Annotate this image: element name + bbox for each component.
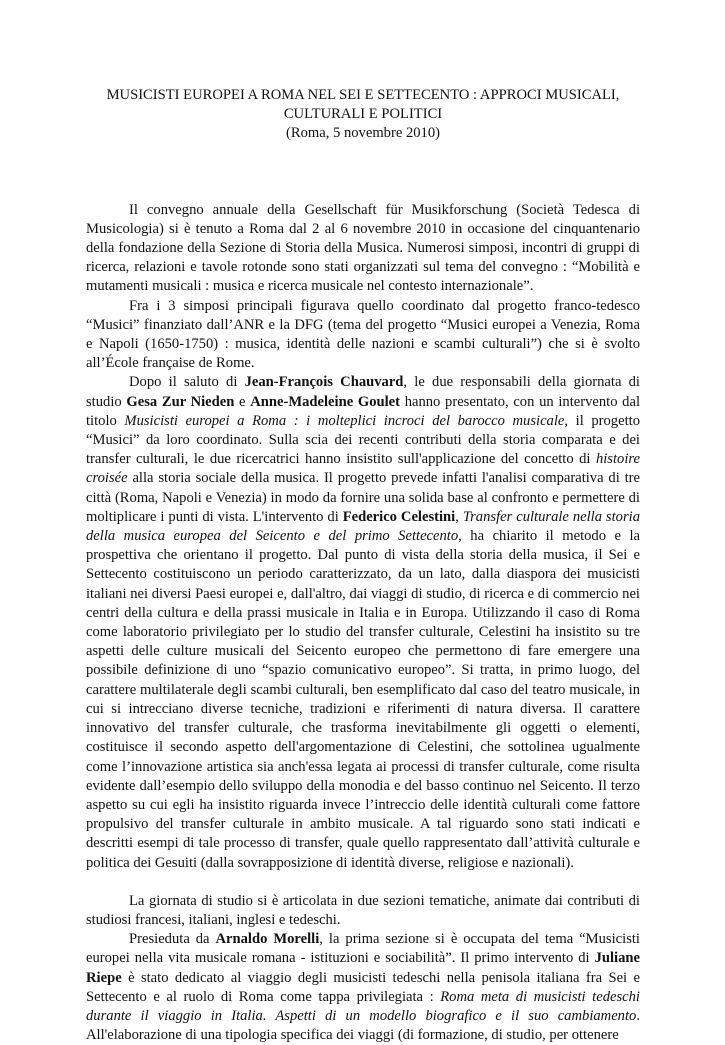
paragraph-simposi: Fra i 3 simposi principali figurava quello coordinato dal progetto franco-tedesco “Musici” finanziato dall’ANR e la DFG (tema del progetto “Musici europei a Venezia, Roma e Napoli (1650-1750) : musica, identità delle nazioni e scambi culturali”) che si è svolto all’École française de Rome.	[86, 297, 640, 372]
paragraph-progetto-musici: Dopo il saluto di Jean-François Chauvard, le due responsabili della giornata di studio Gesa Zur Nieden e Anne-Madeleine Goulet hanno presentato, con un intervento dal titolo Musicisti europei a Roma : i molteplici incroci del barocco musicale, il progetto “Musici” da loro coordinato. Sulla scia dei recenti contributi della storia comparata e dei transfer culturali, le due ricercatrici hanno insistito sull'applicazione del concetto di histoire croisée alla storia sociale della musica. Il progetto prevede infatti l'analisi comparativa di tre città (Roma, Napoli e Venezia) in modo da fornire una solida base al confronto e permettere di moltiplicare i punti di vista. L'intervento di Federico Celestini, Transfer culturale nella storia della musica europea del Seicento e del primo Settecento, ha chiarito il metodo e la prospettiva che orientano il progetto. Dal punto di vista della storia della musica, il Sei e Settecento costituiscono un periodo caratterizzato, da un lato, dalla diaspora dei musicisti italiani nei diversi Paesi europei e, dall'altro, dai viaggi di studio, di ricerca e di commercio nei centri della cultura e della prassi musicale in Italia e in Europa. Utilizzando il caso di Roma come laboratorio privilegiato per lo studio del transfer culturale, Celestini ha insistito su tre aspetti delle culture musicali del Seicento europeo che permettono di fare emergere una possibile definizione di uno “spazio comunicativo europeo”. Si tratta, in primo luogo, del carattere multilaterale degli scambi culturali, ben esemplificato dal caso del teatro musicale, in cui si intrecciano diverse tecniche, tradizioni e riferimenti di natura diversa. Il carattere innovativo del transfer culturale, che trasforma inevitabilmente gli oggetti o elementi, costituisce il secondo aspetto dell'argomentazione di Celestini, che sottolinea ugualmente come l’innovazione artistica sia anch'essa legata ai processi di transfer culturale, come risulta evidente dall’esempio dello sviluppo della monodia e del basso continuo nel Seicento. Il terzo aspetto su cui egli ha insistito riguarda invece l’intreccio delle identità culturali come fattore propulsivo del transfer culturale in ambito musicale. A tal riguardo sono stati indicati e descritti esempi di tale processo di transfer, quale quello rappresentato dall’attività culturale e politica dei Gesuiti (dalla sovrapposizione di identità diverse, religiose e nazionali).	[86, 374, 641, 871]
talk-title: Roma meta di musicisti tedeschi durante il viaggio in Italia. Aspetti di un modello biografico e il suo cambiamento	[86, 988, 640, 1024]
speaker-name: Jean-François Chauvard	[244, 374, 404, 391]
document-page	[86, 86, 640, 1045]
document-title	[86, 86, 640, 144]
title-line-2: CULTURALI E POLITICI	[283, 106, 443, 123]
title-date: (Roma, 5 novembre 2010)	[285, 125, 440, 142]
talk-title: Musicisti europei a Roma : i molteplici incroci del barocco musicale	[124, 412, 565, 429]
title-line-1: MUSICISTI EUROPEI A ROMA NEL SEI E SETTECENTO : APPROCI MUSICALI,	[106, 87, 620, 103]
speaker-name: Federico Celestini	[342, 508, 456, 525]
speaker-name: Juliane Riepe	[86, 950, 640, 986]
talk-title: Transfer culturale nella storia della musica europea del Seicento e del primo Settecento	[86, 508, 640, 545]
paragraph-sezioni: La giornata di studio si è articolata in due sezioni tematiche, animate dai contributi di studiosi francesi, italiani, inglesi e tedeschi.	[86, 892, 640, 928]
speaker-name: Arnaldo Morelli	[215, 931, 320, 948]
italic-term: histoire croisée	[86, 451, 640, 487]
speaker-name: Gesa Zur Nieden	[126, 393, 235, 410]
paragraph-convegno: Il convegno annuale della Gesellschaft für Musikforschung (Società Tedesca di Musicologia) si è tenuto a Roma dal 2 al 6 novembre 2010 in occasione del cinquantenario della fondazione della Sezione di Storia della Musica. Numerosi simposi, incontri di gruppi di ricerca, relazioni e tavole rotonde sono stati organizzati sul tema del convegno : “Mobilità e mutamenti musicali : musica e ricerca musicale nel contesto internazionale”.	[86, 201, 640, 295]
speaker-name: Anne-Madeleine Goulet	[250, 393, 401, 410]
paragraph-prima-sezione: Presieduta da Arnaldo Morelli, la prima sezione si è occupata del tema “Musicisti europei nella vita musicale romana - istituzioni e sociabilità”. Il primo intervento di Juliane Riepe è stato dedicato al viaggio degli musicisti tedeschi nella penisola italiana fra Sei e Settecento e al ruolo di Roma come tappa privilegiata : Roma meta di musicisti tedeschi durante il viaggio in Italia. Aspetti di un modello biografico e il suo cambiamento. All'elaborazione di una tipologia specifica dei viaggi (di formazione, di studio, per ottenere	[86, 931, 640, 1044]
